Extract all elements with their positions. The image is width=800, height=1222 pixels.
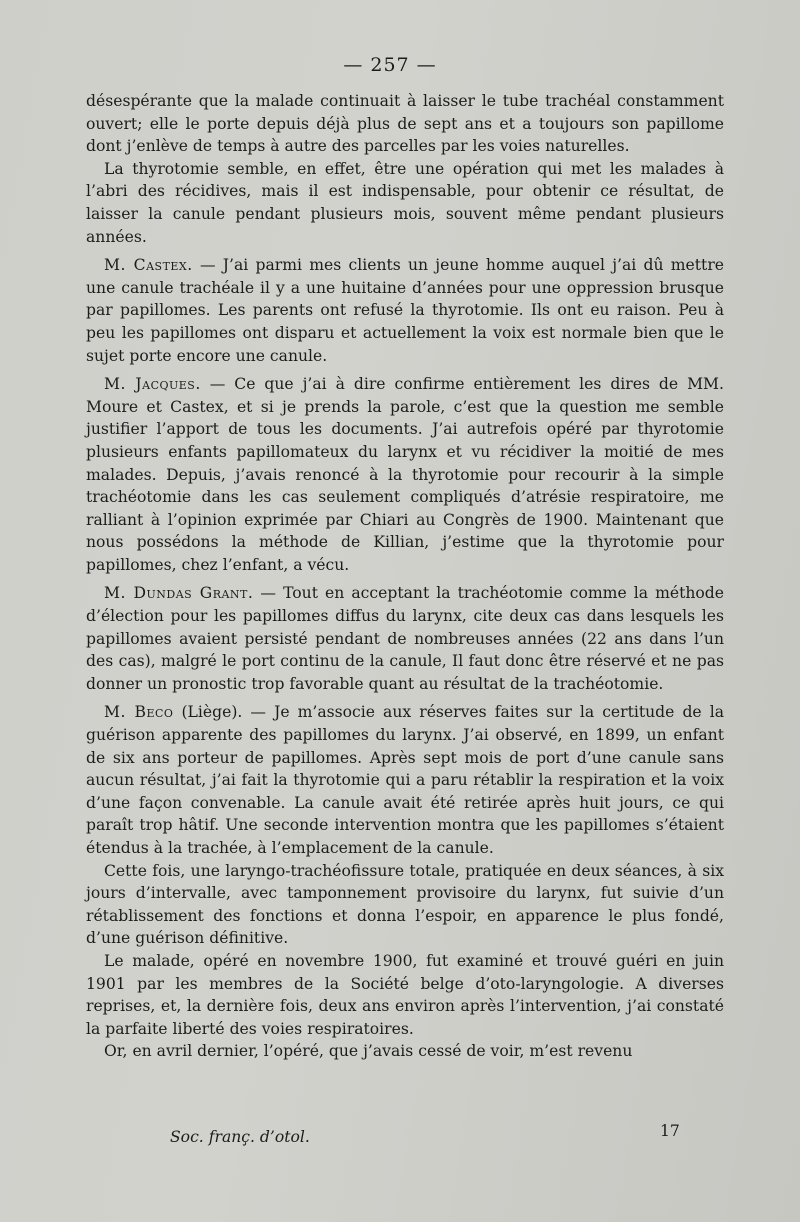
page-number: — 257 — — [343, 54, 437, 76]
paragraph-text: — Ce que j’ai à dire confirme entièrement les dires de MM. Moure et Castex, et si je prends la parole, c’est que la question me semble justifier l’apport de tous les documents. J’ai autrefois opéré par thyrotomie plusieurs enfants papillomateux du larynx et vu récidiver la moitié de mes malades. Depuis, j’avais renoncé à la thyrotomie pour recourir à la simple trachéotomie dans les cas seulement compliqués d’atrésie respiratoire, me ralliant à l’opinion exprimée par Chiari au Congrès de 1900. Maintenant que nous possédons la méthode de Killian, j’estime que la thyrotomie pour papillomes, chez l’enfant, a vécu. — [86, 375, 724, 574]
paragraph-continuation — [86, 90, 724, 158]
paragraph-avril — [86, 1040, 724, 1063]
paragraph-thyrotomie — [86, 158, 724, 248]
paragraph-beco — [86, 701, 724, 859]
paragraph-text: Cette fois, une laryngo-trachéofissure totale, pratiquée en deux séances, à six jours d’intervalle, avec tamponnement provisoire du larynx, fut suivie d’un rétablissement des fonctions et donna l’espoir, en apparence le plus fondé, d’une guérison définitive. — [86, 861, 724, 948]
speaker-name: M. Dundas Grant. — [104, 584, 254, 603]
speaker-name: M. Beco — [104, 703, 174, 722]
paragraph-fissure — [86, 860, 724, 950]
footer-journal: Soc. franç. d’otol. — [170, 1128, 310, 1146]
paragraph-text: désespérante que la malade continuait à laisser le tube trachéal constamment ouvert; elle le porte depuis déjà plus de sept ans et a toujours son papillome dont j’enlève de temps à autre des parcelles par les voies naturelles. — [86, 92, 724, 156]
paragraph-text: — J’ai parmi mes clients un jeune homme auquel j’ai dû mettre une canule trachéale il y a une huitaine d’années pour une oppression brusque par papillomes. Les parents ont refusé la thyrotomie. Ils ont eu raison. Peu à peu les papillomes ont disparu et actuellement la voix est normale bien que le sujet porte encore une canule. — [86, 256, 725, 365]
speaker-name: M. Jacques. — [104, 375, 201, 394]
paragraph-text: — Tout en acceptant la trachéotomie comme la méthode d’élection pour les papillomes diffus du larynx, cite deux cas dans lesquels les papillomes avaient persisté pendant de nombreuses années (22 ans dans l’un des cas), malgré le port continu de la canule, Il faut donc être réservé et ne pas donner un pronostic trop favorable quant au résultat de la trachéotomie. — [86, 584, 724, 693]
paragraph-jacques — [86, 373, 724, 576]
speaker-name: M. Castex. — [104, 256, 193, 275]
body-text — [86, 90, 724, 1063]
paragraph-text: La thyrotomie semble, en effet, être une opération qui met les malades à l’abri des récidives, mais il est indispensable, pour obtenir ce résultat, de laisser la canule pendant plusieurs mois, souvent même pendant plusieurs années. — [86, 159, 724, 246]
paragraph-text: Le malade, opéré en novembre 1900, fut examiné et trouvé guéri en juin 1901 par les membres de la Société belge d’oto-laryngologie. A diverses reprises, et, la dernière fois, deux ans environ après l’intervention, j’ai constaté la parfaite liberté des voies respiratoires. — [86, 951, 724, 1038]
paragraph-dundas-grant — [86, 582, 724, 695]
paragraph-text: Or, en avril dernier, l’opéré, que j’avais cessé de voir, m’est revenu — [104, 1042, 633, 1061]
paragraph-castex — [86, 254, 724, 367]
paragraph-malade — [86, 950, 724, 1040]
footer-signature-mark: 17 — [660, 1122, 680, 1140]
paragraph-text: (Liège). — Je m’associe aux réserves faites sur la certitude de la guérison apparente des papillomes du larynx. J’ai observé, en 1899, un enfant de six ans porteur de papillomes. Après sept mois de port d’une canule sans aucun résultat, j’ai fait la thyrotomie qui a paru rétablir la respiration et la voix d’une façon convenable. La canule avait été retirée après huit jours, ce qui paraît trop hâtif. Une seconde intervention montra que les papillomes s’étaient étendus à la trachée, à l’emplacement de la canule. — [86, 703, 724, 857]
